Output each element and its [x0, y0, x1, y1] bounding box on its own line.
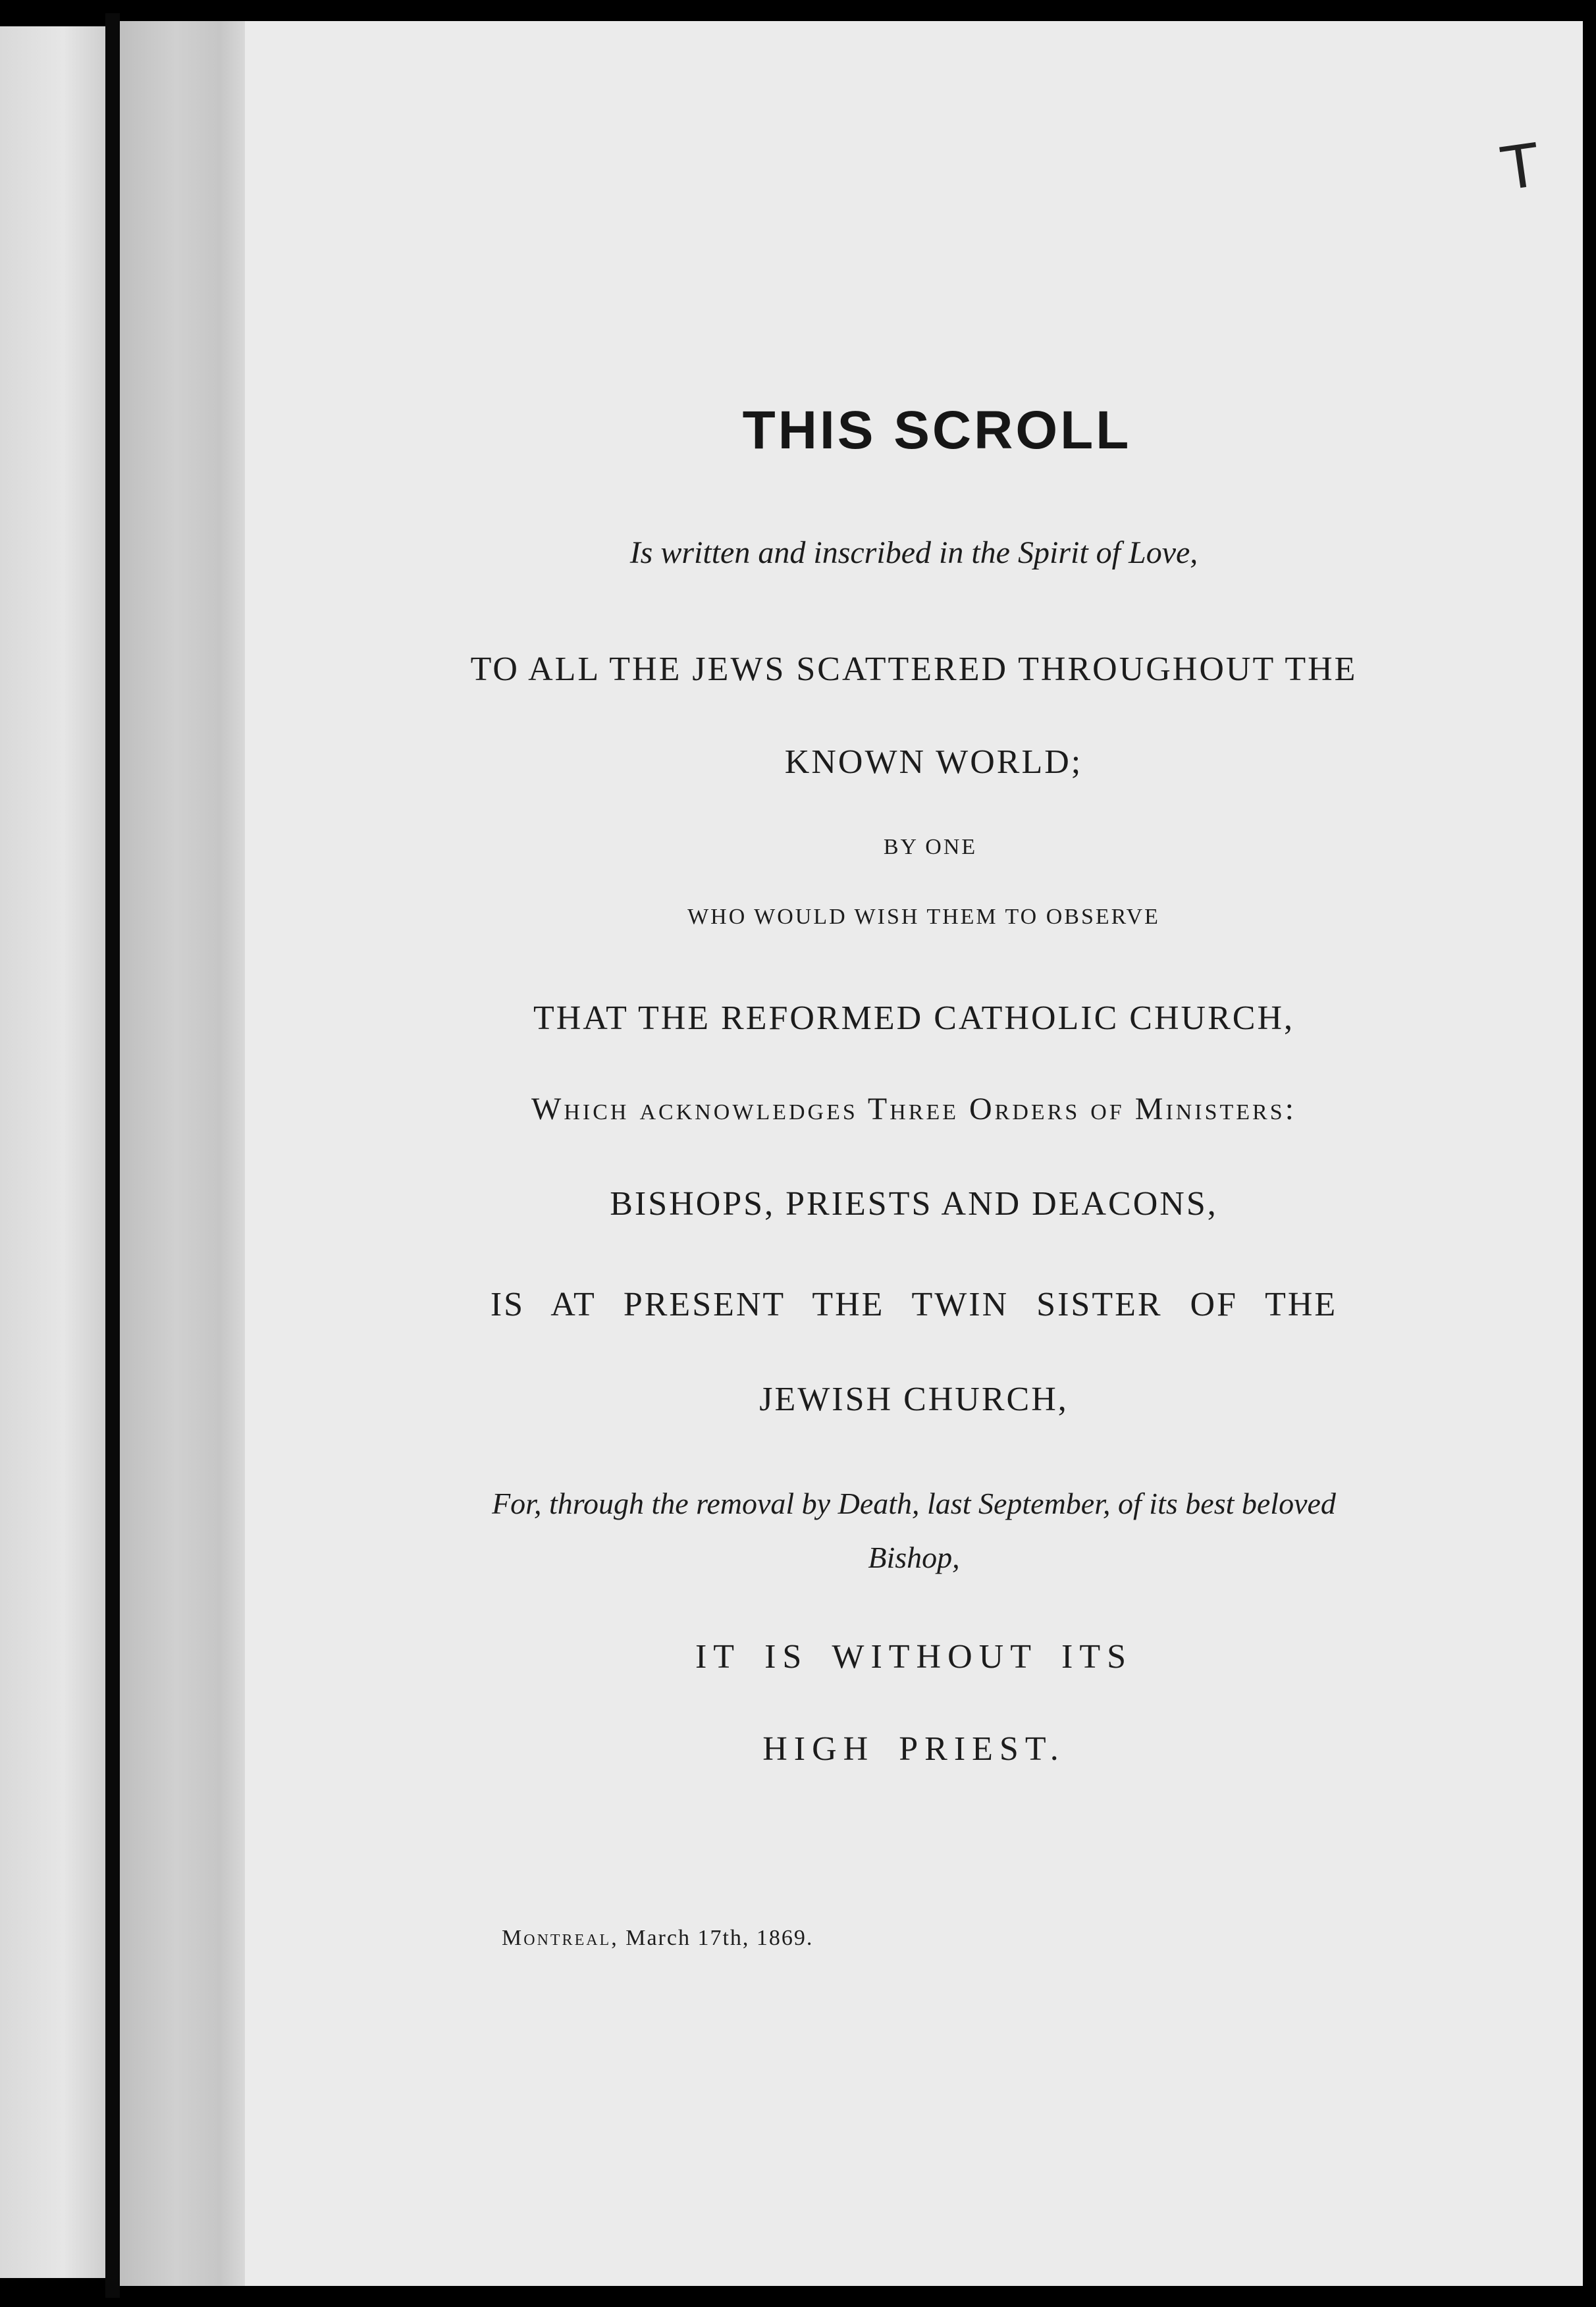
known-world-line: KNOWN WORLD;	[784, 743, 1083, 781]
leaf-gap	[105, 13, 120, 2298]
high-priest-line: HIGH PRIEST.	[762, 1730, 1065, 1768]
who-would-line: WHO WOULD WISH THEM TO OBSERVE	[687, 905, 1160, 929]
that-line: THAT THE REFORMED CATHOLIC CHURCH,	[533, 999, 1295, 1037]
place-date-line	[502, 1926, 813, 1951]
page	[120, 21, 1583, 2286]
jewish-church-line: JEWISH CHURCH,	[759, 1381, 1069, 1418]
binding-strip	[120, 21, 247, 2286]
title: THIS SCROLL	[742, 400, 1132, 460]
without-line: IT IS WITHOUT ITS	[695, 1638, 1133, 1676]
previous-leaf-edge	[0, 26, 105, 2278]
by-one-line: BY ONE	[883, 835, 978, 859]
date: March 17th, 1869.	[625, 1926, 814, 1950]
place: Montreal,	[502, 1926, 619, 1950]
margin-pencil-mark: T	[1497, 130, 1544, 205]
bishop-line: Bishop,	[868, 1541, 960, 1574]
twin-sister-line: IS AT PRESENT THE TWIN SISTER OF THE	[490, 1286, 1338, 1323]
page-body	[245, 21, 1583, 2286]
for-line: For, through the removal by Death, last September, of its best beloved	[492, 1487, 1336, 1520]
bishops-line: BISHOPS, PRIESTS AND DEACONS,	[610, 1185, 1218, 1223]
to-all-line: TO ALL THE JEWS SCATTERED THROUGHOUT THE	[470, 650, 1358, 688]
dedication-line: Is written and inscribed in the Spirit of Love,	[629, 535, 1198, 570]
which-line: Which acknowledges Three Orders of Ministers:	[531, 1092, 1296, 1127]
